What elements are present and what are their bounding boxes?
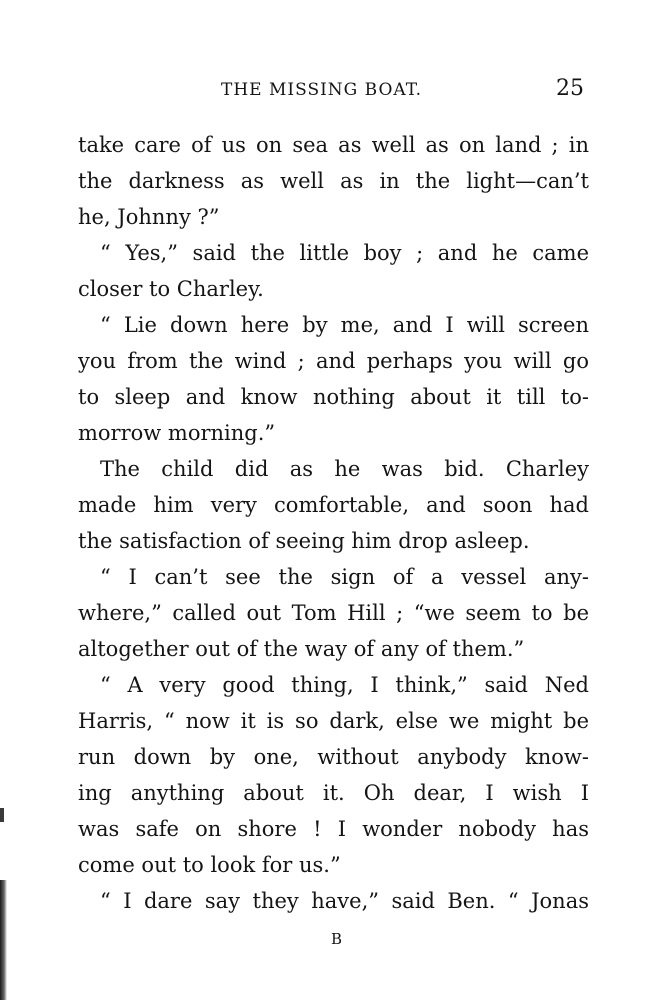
text-line: you from the wind ; and perhaps you will go xyxy=(78,349,589,373)
text-line: to sleep and know nothing about it till to- xyxy=(78,385,589,409)
text-line: “ A very good thing, I think,” said Ned xyxy=(100,673,589,697)
text-line: Harris, “ now it is so dark, else we might be xyxy=(78,709,589,733)
text-line: “ I can’t see the sign of a vessel any- xyxy=(100,565,589,589)
page-number: 25 xyxy=(556,76,584,101)
scan-edge-shadow xyxy=(0,880,7,1000)
text-line: he, Johnny ?” xyxy=(78,205,220,229)
running-head xyxy=(78,76,586,106)
running-title: THE MISSING BOAT. xyxy=(221,80,423,100)
scan-edge-mark xyxy=(0,808,4,822)
text-line: where,” called out Tom Hill ; “we seem to be xyxy=(78,601,589,625)
text-line: “ I dare say they have,” said Ben. “ Jonas xyxy=(100,889,589,913)
text-line: was safe on shore ! I wonder nobody has xyxy=(78,817,589,841)
text-line: The child did as he was bid. Charley xyxy=(100,457,589,481)
text-line: the satisfaction of seeing him drop asleep. xyxy=(78,529,530,553)
text-line: altogether out of the way of any of them.” xyxy=(78,637,525,661)
text-line: “ Lie down here by me, and I will screen xyxy=(100,313,589,337)
text-line: come out to look for us.” xyxy=(78,853,341,877)
text-line: run down by one, without anybody know- xyxy=(78,745,589,769)
text-line: closer to Charley. xyxy=(78,277,264,301)
text-line: “ Yes,” said the little boy ; and he came xyxy=(100,241,589,265)
signature-mark: B xyxy=(331,930,343,948)
text-line: made him very comfortable, and soon had xyxy=(78,493,589,517)
body-text xyxy=(78,127,589,919)
text-line: ing anything about it. Oh dear, I wish I xyxy=(78,781,589,805)
text-line: the darkness as well as in the light—can’t xyxy=(78,169,589,193)
text-line: take care of us on sea as well as on land ; in xyxy=(78,133,589,157)
text-line: morrow morning.” xyxy=(78,421,276,445)
